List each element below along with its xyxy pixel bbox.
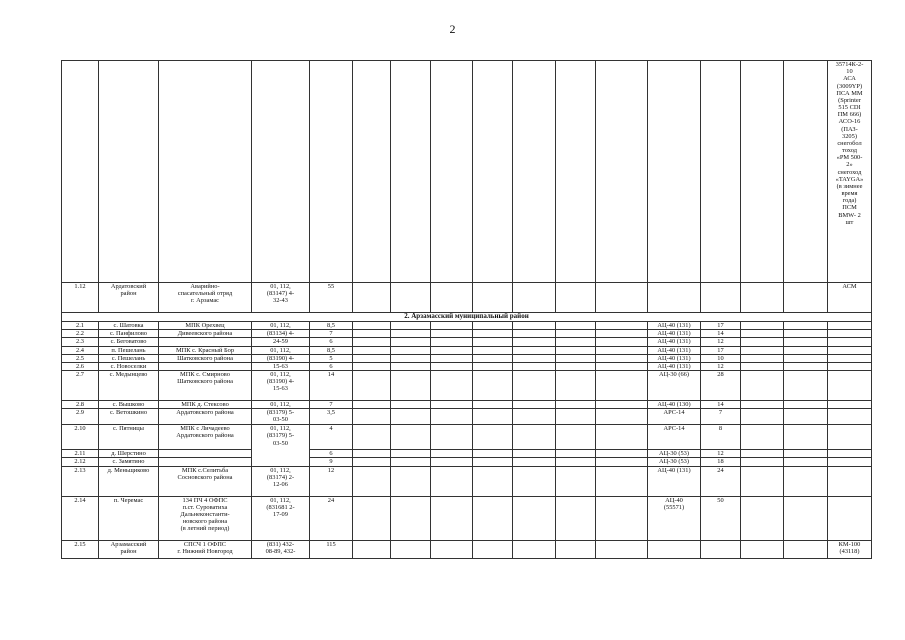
- row-number: 2.3: [62, 338, 99, 346]
- text-line: «РМ 500-: [836, 154, 863, 162]
- text-line: Шатковского района: [177, 378, 233, 386]
- text-line: (43118): [839, 547, 860, 555]
- text-line: Ардатовский: [110, 283, 147, 290]
- time-cell: 3,5: [310, 409, 353, 425]
- text-line: 03-50: [273, 439, 288, 447]
- time-cell: 24: [310, 496, 353, 540]
- text-line: район: [120, 547, 137, 555]
- text-line: спасательный отряд: [177, 290, 233, 298]
- truck-cell: [648, 496, 701, 540]
- row-number: 1.12: [62, 283, 99, 313]
- settlement-cell: д. Шерстино: [99, 450, 159, 458]
- row-number: 2.9: [62, 409, 99, 425]
- text-line: 03-50: [273, 416, 288, 424]
- settlement-cell: д. Меньщиково: [99, 466, 159, 496]
- row-number: 2.11: [62, 450, 99, 458]
- unit-cell: [159, 540, 252, 558]
- table-row: [62, 338, 872, 346]
- crew-cell: 10: [701, 354, 741, 362]
- time-cell: 8,5: [310, 322, 353, 330]
- truck-cell: АЦ-30 (66): [648, 371, 701, 401]
- phone-cell: [252, 425, 310, 466]
- text-line: Аварийно-: [190, 283, 220, 290]
- text-line: 35714К-2-: [835, 61, 864, 68]
- text-line: (83179) 5-: [266, 432, 295, 440]
- unit-cell: Ардатовского района: [159, 409, 252, 425]
- text-line: МПК с Личадеево: [180, 425, 230, 433]
- settlement-cell: п. Пешелань: [99, 346, 159, 354]
- phone-cell: [252, 540, 310, 558]
- truck-cell: АЦ-40 (131): [648, 466, 701, 496]
- truck-cell: АЦ-40 (131): [648, 362, 701, 370]
- row-number: 2.7: [62, 371, 99, 401]
- settlement-cell: п. Черемас: [99, 496, 159, 540]
- text-line: АСО-16: [838, 118, 861, 126]
- crew-cell: 7: [701, 409, 741, 425]
- text-line: 01, 112,: [270, 425, 291, 433]
- text-line: (Sprinter: [838, 96, 861, 104]
- text-line: (831681 2-: [266, 503, 295, 511]
- text-line: новского района: [182, 518, 228, 526]
- settlement-cell: с. Медынцево: [99, 371, 159, 401]
- unit-cell: [159, 371, 252, 401]
- text-line: (83174) 2-: [266, 473, 295, 481]
- settlement-cell: с. Пешелань: [99, 354, 159, 362]
- time-cell: 6: [310, 450, 353, 458]
- vehicles-cell: [828, 61, 872, 283]
- row-number: 2.13: [62, 466, 99, 496]
- text-line: 10: [846, 68, 853, 76]
- time-cell: 6: [310, 362, 353, 370]
- table-row: [62, 401, 872, 409]
- text-line: (в летний период): [180, 525, 230, 533]
- text-line: снегоход: [837, 168, 862, 176]
- text-line: СПСЧ 1 ОФПС: [183, 540, 227, 548]
- text-line: 32-43: [273, 297, 288, 305]
- table-row: [62, 409, 872, 425]
- time-cell: 7: [310, 330, 353, 338]
- text-line: МПК с.Селитьба: [181, 466, 229, 474]
- time-cell: 12: [310, 466, 353, 496]
- text-line: АСА: [843, 75, 856, 83]
- text-line: BMW- 2: [838, 211, 861, 219]
- text-line: года): [842, 197, 857, 205]
- table-row: [62, 330, 872, 338]
- table-row: [62, 283, 872, 313]
- phone-cell: (83134) 4-: [252, 330, 310, 338]
- text-line: 3205): [842, 132, 857, 140]
- crew-cell: 12: [701, 338, 741, 346]
- row-number: 2.2: [62, 330, 99, 338]
- truck-cell: АЦ-40 (131): [648, 354, 701, 362]
- truck-cell: АЦ-40 (131): [648, 346, 701, 354]
- unit-cell: [159, 496, 252, 540]
- text-line: АЦ-40: [665, 496, 683, 504]
- settlement-cell: с. Панфилово: [99, 330, 159, 338]
- page-number: 2: [449, 22, 456, 36]
- crew-cell: 50: [701, 496, 741, 540]
- settlement-cell: с. Новоселки: [99, 362, 159, 370]
- truck-cell: АЦ-40 (130): [648, 401, 701, 409]
- time-cell: 9: [310, 458, 353, 466]
- section-title: 2. Арзамасский муниципальный район: [62, 313, 872, 322]
- table-row: [62, 466, 872, 496]
- phone-cell: 15-63: [252, 362, 310, 370]
- unit-cell: МПК с. Красный Бор: [159, 346, 252, 354]
- text-line: 01, 112,: [270, 371, 291, 379]
- text-line: Арзамасский: [110, 540, 147, 548]
- table-row: [62, 496, 872, 540]
- time-cell: 115: [310, 540, 353, 558]
- text-line: 12-06: [273, 480, 288, 488]
- unit-cell: Дивеевского района: [159, 330, 252, 338]
- unit-cell: [159, 283, 252, 313]
- text-line: КМ-100: [838, 540, 861, 548]
- crew-cell: 14: [701, 330, 741, 338]
- truck-cell: АЦ-30 (53): [648, 450, 701, 458]
- unit-cell: МПК д. Стексово: [159, 401, 252, 409]
- unit-cell: [159, 338, 252, 346]
- time-cell: 6: [310, 338, 353, 346]
- table-row: [62, 354, 872, 362]
- row-number: 2.10: [62, 425, 99, 450]
- settlement-cell: с. Пятницы: [99, 425, 159, 450]
- text-line: (ПАЗ-: [841, 125, 858, 133]
- crew-cell: 18: [701, 458, 741, 466]
- table-row: [62, 458, 872, 466]
- crew-cell: 14: [701, 401, 741, 409]
- table-row: [62, 322, 872, 330]
- time-cell: 5: [310, 354, 353, 362]
- text-line: МПК с. Смирново: [180, 371, 230, 379]
- phone-cell: 24-59: [252, 338, 310, 346]
- row-number: 2.1: [62, 322, 99, 330]
- text-line: (83190) 4-: [266, 378, 295, 386]
- text-line: Ардатовского района: [176, 432, 234, 440]
- phone-cell: [252, 283, 310, 313]
- text-line: «TAYGA»: [835, 175, 864, 183]
- text-line: 2»: [846, 161, 853, 169]
- truck-cell: АЦ-30 (53): [648, 458, 701, 466]
- crew-cell: 17: [701, 346, 741, 354]
- phone-cell: [252, 371, 310, 401]
- settlement-cell: с. Шатовка: [99, 322, 159, 330]
- row-number: 2.15: [62, 540, 99, 558]
- text-line: 15-63: [273, 385, 288, 393]
- truck-cell: АЦ-40 (131): [648, 330, 701, 338]
- crew-cell: 12: [701, 362, 741, 370]
- truck-cell: АРС-14: [648, 425, 701, 450]
- settlement-cell: с. Вышково: [99, 401, 159, 409]
- text-line: Сосновского района: [177, 473, 233, 481]
- phone-cell: (83190) 4-: [252, 354, 310, 362]
- text-line: (55571): [663, 503, 685, 511]
- table-row: [62, 425, 872, 450]
- settlement-cell: с. Беговатово: [99, 338, 159, 346]
- time-cell: 8,5: [310, 346, 353, 354]
- row-number: 2.6: [62, 362, 99, 370]
- table-row: [62, 346, 872, 354]
- truck-cell: АРС-14: [648, 409, 701, 425]
- crew-cell: 8: [701, 425, 741, 450]
- row-number: 2.5: [62, 354, 99, 362]
- table-row: [62, 371, 872, 401]
- text-line: (в зимнее: [836, 182, 863, 190]
- settlement-cell: [99, 540, 159, 558]
- crew-cell: 17: [701, 322, 741, 330]
- settlement-cell: [99, 283, 159, 313]
- crew-cell: 28: [701, 371, 741, 401]
- text-line: район: [120, 290, 137, 298]
- phone-cell: [252, 409, 310, 425]
- text-line: г. Арзамас: [190, 297, 220, 305]
- settlement-cell: с. Замятино: [99, 458, 159, 466]
- time-cell: 14: [310, 371, 353, 401]
- text-line: (83147) 4-: [266, 290, 295, 298]
- text-line: 01, 112,: [270, 466, 291, 474]
- vehicles-cell: [828, 540, 872, 558]
- unit-cell: Шатковского района: [159, 354, 252, 362]
- unit-cell: МПК Орехвец: [159, 322, 252, 330]
- row-number: 2.12: [62, 458, 99, 466]
- time-cell: 7: [310, 401, 353, 409]
- text-line: шт: [845, 218, 854, 226]
- text-line: ПСМ: [842, 204, 857, 212]
- text-line: ПМ 666): [837, 111, 862, 119]
- crew-cell: 24: [701, 466, 741, 496]
- text-line: тоход: [842, 147, 857, 155]
- crew-cell: 12: [701, 450, 741, 458]
- text-line: 17-09: [273, 510, 288, 518]
- text-line: 08-89, 432-: [265, 547, 296, 555]
- table-row: [62, 61, 872, 283]
- section-header-row: [62, 313, 872, 322]
- phone-cell: 01, 112,: [252, 322, 310, 330]
- table-row: [62, 362, 872, 370]
- text-line: снегобол: [837, 139, 862, 147]
- text-line: (83179) 5-: [266, 409, 295, 417]
- text-line: п.ст. Суроватиха: [182, 503, 228, 511]
- truck-cell: АЦ-40 (131): [648, 338, 701, 346]
- text-line: 01, 112,: [270, 496, 291, 504]
- settlement-cell: с. Ветошкино: [99, 409, 159, 425]
- unit-cell: [159, 466, 252, 496]
- text-line: ПСА ММ: [836, 89, 863, 97]
- time-cell: 4: [310, 425, 353, 450]
- row-number: 2.4: [62, 346, 99, 354]
- table-row: [62, 540, 872, 558]
- text-line: (3009YP): [836, 82, 863, 90]
- row-number: 2.14: [62, 496, 99, 540]
- text-line: 134 ПЧ 4 ОФПС: [182, 496, 228, 504]
- text-line: 01, 112,: [270, 283, 291, 290]
- phone-cell: 01, 112,: [252, 346, 310, 354]
- phone-cell: [252, 496, 310, 540]
- unit-cell: [159, 362, 252, 370]
- text-line: 515 CDI: [838, 104, 861, 112]
- time-cell: 55: [310, 283, 353, 313]
- phone-cell: 01, 112,: [252, 401, 310, 409]
- text-line: (831) 432-: [266, 540, 295, 548]
- truck-cell: АЦ-40 (131): [648, 322, 701, 330]
- text-line: Дальнеконстанти-: [180, 510, 230, 518]
- vehicles-cell: АСМ: [828, 283, 872, 313]
- fire-coverage-table: [61, 60, 872, 559]
- row-number: 2.8: [62, 401, 99, 409]
- table-row: [62, 450, 872, 458]
- phone-cell: [252, 466, 310, 496]
- unit-cell: [159, 425, 252, 450]
- text-line: время: [841, 190, 858, 198]
- text-line: г. Нижний Новгород: [177, 547, 233, 555]
